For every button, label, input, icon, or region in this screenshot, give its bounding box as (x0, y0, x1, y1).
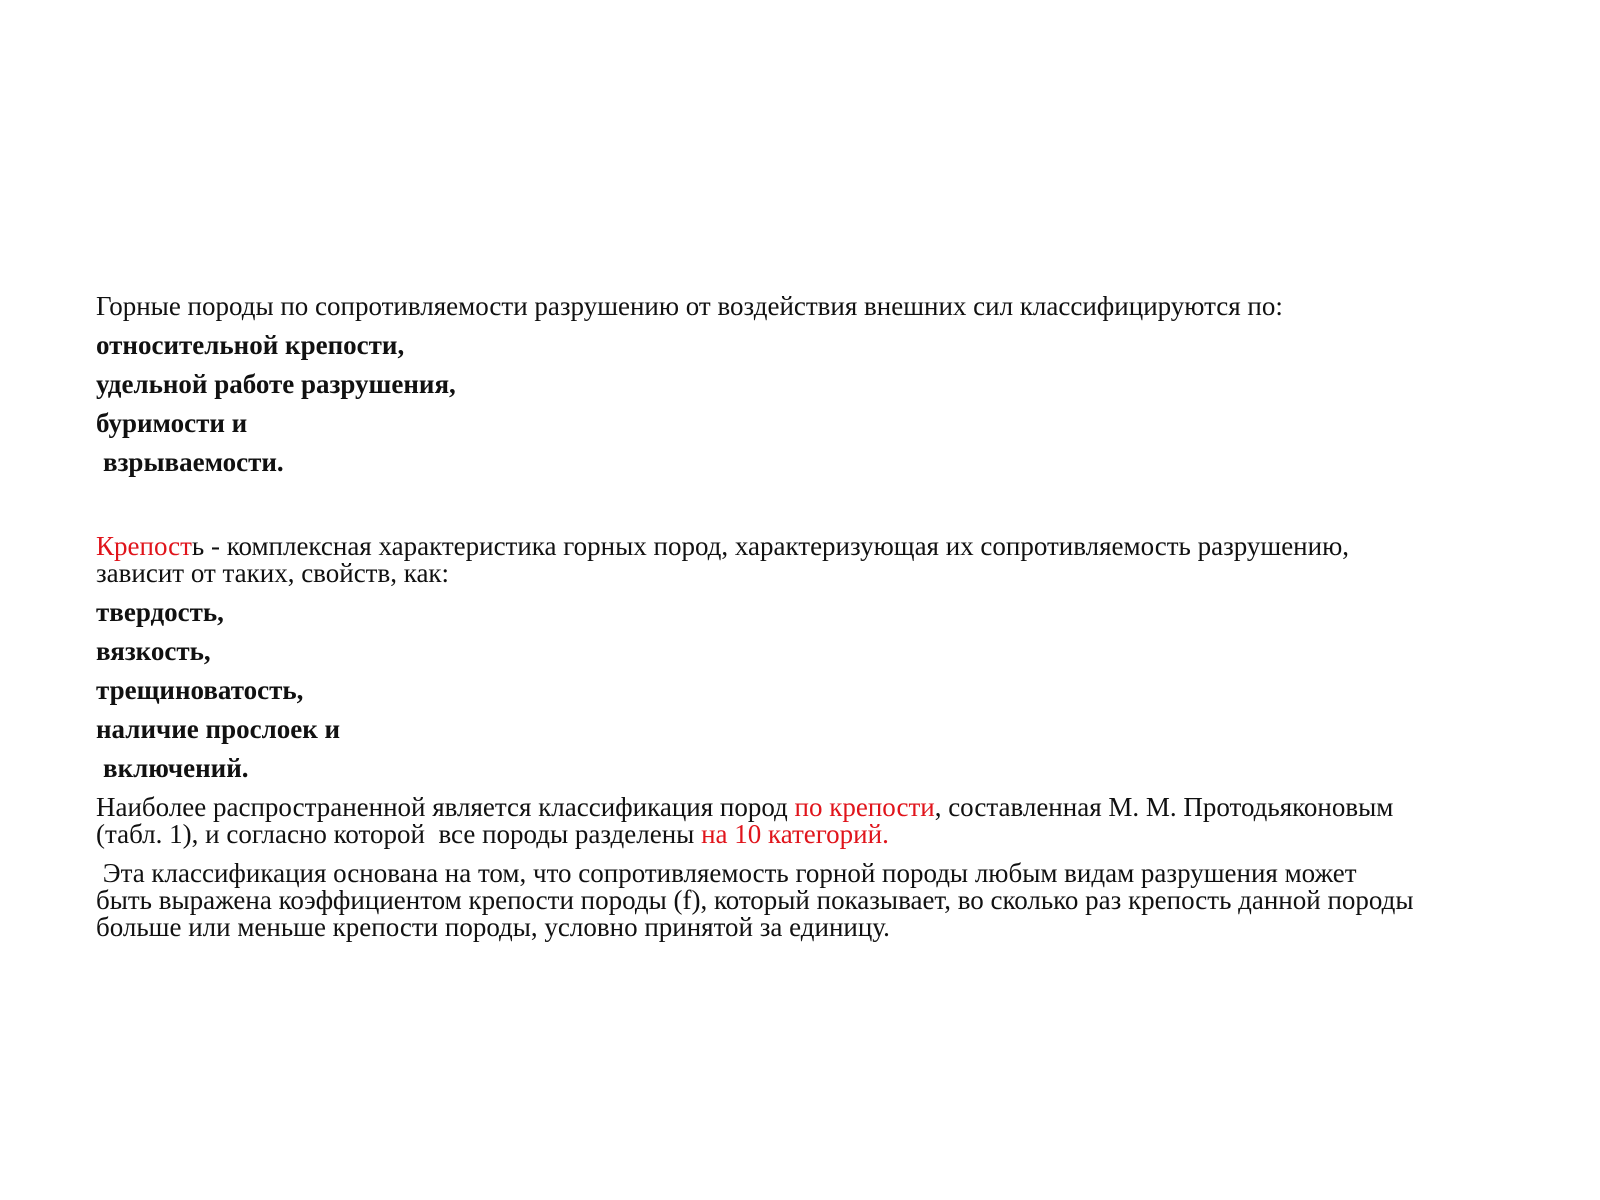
strength-term: Крепост (96, 531, 192, 561)
strength-definition (96, 521, 1536, 587)
coefficient-line-3: больше или меньше крепости породы, условно принятой за единицу. (96, 912, 890, 942)
classification-highlight-strength: по крепости (794, 792, 935, 822)
property-hardness: твердость, (96, 597, 224, 627)
classification-text-2: , составленная М. М. Протодьяконовым (934, 792, 1394, 822)
classification-text-1: Наиболее распространенной является классификация пород (96, 792, 795, 822)
coefficient-line-2: быть выражена коэффициентом крепости породы (f), который показывает, во сколько раз крепость данной породы (96, 885, 1414, 915)
coefficient-paragraph (96, 854, 1536, 947)
classification-text-3: (табл. 1), и согласно которой все породы разделены (96, 819, 702, 849)
property-inclusions: включений. (103, 753, 249, 783)
property-fracturing: трещиноватость, (96, 675, 304, 705)
classification-paragraph (96, 788, 1536, 854)
coefficient-line-1: Эта классификация основана на том, что сопротивляемость горной породы любым видам разрушения может (96, 858, 1357, 888)
property-viscosity: вязкость, (96, 636, 211, 666)
criteria-item-blastability: взрываемости. (103, 447, 284, 477)
spacer (96, 482, 1536, 521)
property-layers: наличие прослоек и (96, 714, 341, 744)
strength-definition-rest: ь - комплексная характеристика горных пород, характеризующая их сопротивляемость разрушению, (191, 531, 1350, 561)
slide-content (96, 287, 1536, 947)
intro-text: Горные породы по сопротивляемости разрушению от воздействия внешних сил классифицируются по: (96, 291, 1283, 321)
strength-definition-line2: зависит от таких, свойств, как: (96, 558, 450, 588)
criteria-item-strength: относительной крепости, (96, 330, 405, 360)
criteria-item-drillability: буримости и (96, 408, 248, 438)
classification-highlight-categories: на 10 категорий. (701, 819, 889, 849)
criteria-item-work: удельной работе разрушения, (96, 369, 456, 399)
